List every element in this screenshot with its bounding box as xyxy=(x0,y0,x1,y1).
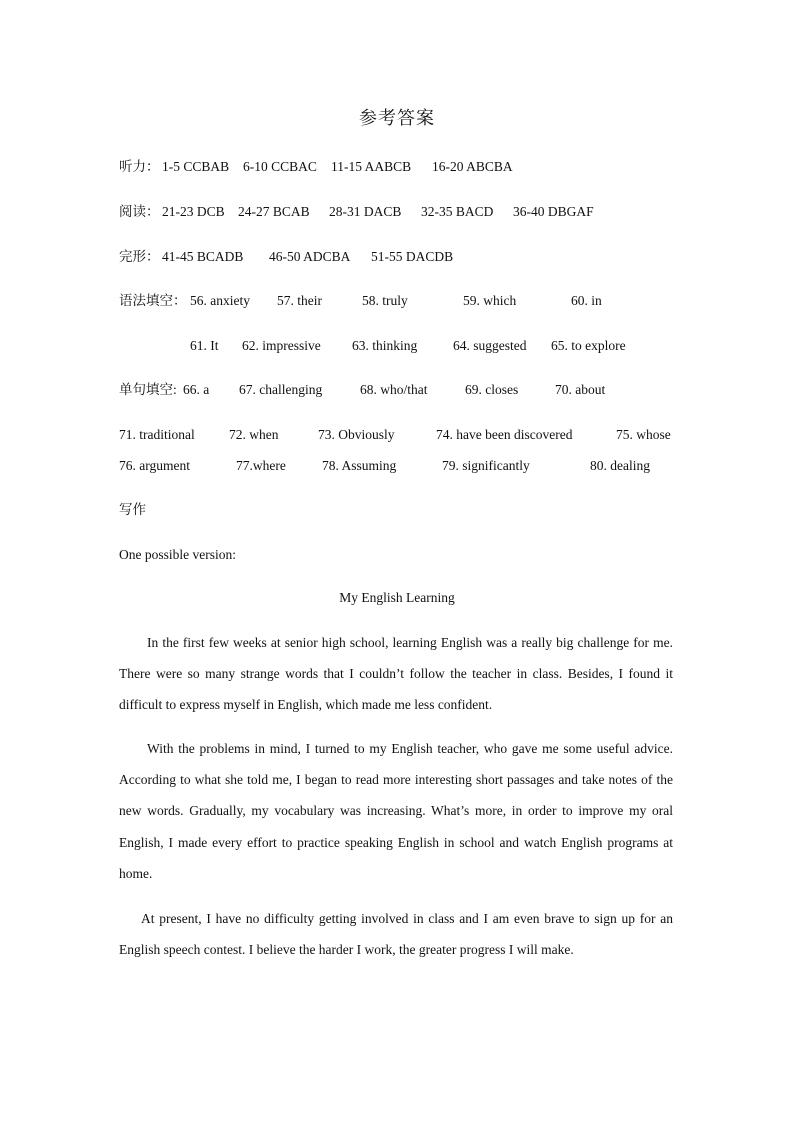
grammar-answer: 61. It xyxy=(190,338,219,353)
grammar-answer: 57. their xyxy=(277,293,322,308)
reading-answer: 21-23 DCB xyxy=(162,204,225,219)
sentence-label: 单句填空: xyxy=(119,382,177,397)
listening-label: 听力： xyxy=(119,159,160,174)
sentence-answer: 75. whose xyxy=(616,427,671,442)
essay-paragraph xyxy=(119,903,673,965)
essay-paragraph xyxy=(119,627,673,721)
listening-answer: 16-20 ABCBA xyxy=(432,159,513,174)
reading-answer: 32-35 BACD xyxy=(421,204,494,219)
page-title: 参考答案 xyxy=(359,108,435,128)
essay-paragraph-text: In the first few weeks at senior high school, learning English was a really big challenge for me. There were so many strange words that I couldn’t follow the teacher in class. Besides, I found it difficult to express myself in English, which made me less confident. xyxy=(119,635,673,713)
sentence-answer: 72. when xyxy=(229,427,279,442)
reading-label: 阅读： xyxy=(119,204,160,219)
sentence-answer: 76. argument xyxy=(119,458,190,473)
essay-paragraph-text: With the problems in mind, I turned to my English teacher, who gave me some useful advice. According to what she told me, I began to read more interesting short passages and take notes of the new words. Gradually, my vocabulary was increasing. What’s more, in order to improve my oral English, I made every effort to practice speaking English in school and watch English programs at home. xyxy=(119,741,673,881)
cloze-answer: 51-55 DACDB xyxy=(371,249,454,264)
grammar-answer: 62. impressive xyxy=(242,338,321,353)
sentence-answer: 80. dealing xyxy=(590,458,650,473)
listening-answer: 11-15 AABCB xyxy=(331,159,412,174)
grammar-label: 语法填空： xyxy=(119,293,187,308)
cloze-answer: 46-50 ADCBA xyxy=(269,249,351,264)
cloze-label: 完形： xyxy=(119,249,160,264)
writing-label: 写作 xyxy=(119,502,146,517)
grammar-answer: 65. to explore xyxy=(551,338,626,353)
essay-paragraph-text: At present, I have no difficulty getting involved in class and I am even brave to sign up for an English speech contest. I believe the harder I work, the greater progress I will make. xyxy=(119,911,673,958)
grammar-answer: 56. anxiety xyxy=(190,293,250,308)
sentence-answer: 77.where xyxy=(236,458,286,473)
sentence-answer: 66. a xyxy=(183,382,210,397)
reading-answer: 24-27 BCAB xyxy=(238,204,310,219)
sentence-answer: 79. significantly xyxy=(442,458,530,473)
essay-paragraph xyxy=(119,733,673,889)
sentence-answer: 74. have been discovered xyxy=(436,427,573,442)
reading-answer: 36-40 DBGAF xyxy=(513,204,594,219)
grammar-answer: 59. which xyxy=(463,293,517,308)
sentence-answer: 73. Obviously xyxy=(318,427,395,442)
grammar-answer: 58. truly xyxy=(362,293,408,308)
sentence-answer: 68. who/that xyxy=(360,382,428,397)
essay-title: My English Learning xyxy=(339,590,455,605)
grammar-answer: 63. thinking xyxy=(352,338,418,353)
sentence-answer: 67. challenging xyxy=(239,382,323,397)
cloze-answer: 41-45 BCADB xyxy=(162,249,244,264)
listening-answer: 1-5 CCBAB xyxy=(162,159,230,174)
reading-answer: 28-31 DACB xyxy=(329,204,402,219)
sentence-answer: 70. about xyxy=(555,382,606,397)
writing-intro: One possible version: xyxy=(119,547,236,562)
grammar-answer: 60. in xyxy=(571,293,602,308)
sentence-answer: 69. closes xyxy=(465,382,519,397)
grammar-answer: 64. suggested xyxy=(453,338,527,353)
sentence-answer: 78. Assuming xyxy=(322,458,397,473)
listening-answer: 6-10 CCBAC xyxy=(243,159,317,174)
sentence-answer: 71. traditional xyxy=(119,427,195,442)
